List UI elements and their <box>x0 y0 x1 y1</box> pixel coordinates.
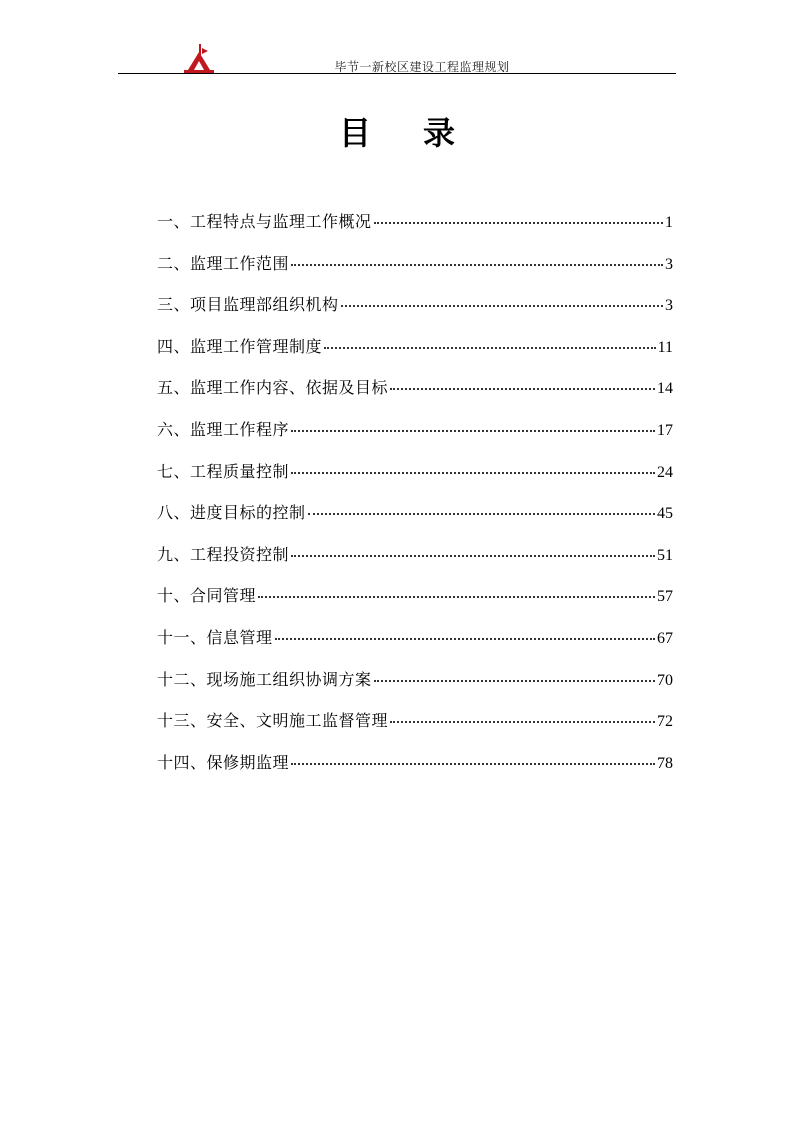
toc-dot-leader <box>291 458 655 474</box>
page-header <box>118 38 676 76</box>
toc-entry-label: 九、工程投资控制 <box>157 544 290 564</box>
toc-dot-leader <box>324 333 656 349</box>
toc-entry-page: 3 <box>665 297 673 315</box>
toc-entry[interactable] <box>157 417 673 459</box>
toc-title: 目录 <box>338 114 507 152</box>
toc-entry-page: 24 <box>657 463 673 481</box>
toc-entry[interactable] <box>157 251 673 293</box>
toc-entry[interactable] <box>157 375 673 417</box>
toc-entry-label: 二、监理工作范围 <box>157 253 290 273</box>
toc-entry-label: 一、工程特点与监理工作概况 <box>157 212 372 231</box>
toc-dot-leader <box>258 582 655 598</box>
toc-entry-label: 三、项目监理部组织机构 <box>157 295 339 315</box>
toc-entry[interactable] <box>157 667 673 709</box>
toc-entry-page: 17 <box>657 421 673 439</box>
toc-entry[interactable] <box>157 459 673 501</box>
toc-entry[interactable] <box>157 625 673 667</box>
table-of-contents <box>157 209 673 791</box>
header-divider <box>118 73 676 74</box>
toc-entry[interactable] <box>157 750 673 792</box>
toc-entry-page: 70 <box>657 671 673 689</box>
toc-entry-label: 四、监理工作管理制度 <box>157 336 323 356</box>
toc-entry[interactable] <box>157 500 673 542</box>
toc-dot-leader <box>275 624 655 640</box>
toc-entry-page: 45 <box>657 505 673 523</box>
toc-entry[interactable] <box>157 542 673 584</box>
toc-dot-leader <box>291 749 655 765</box>
toc-entry[interactable] <box>157 292 673 334</box>
toc-entry-label: 七、工程质量控制 <box>157 461 290 481</box>
toc-entry-label: 十一、信息管理 <box>157 627 273 647</box>
toc-dot-leader <box>390 374 655 390</box>
toc-dot-leader <box>308 499 655 515</box>
toc-entry-label: 六、监理工作程序 <box>157 419 290 439</box>
toc-dot-leader <box>341 291 663 307</box>
toc-dot-leader <box>291 541 655 557</box>
toc-entry-label: 八、进度目标的控制 <box>157 503 306 523</box>
toc-entry-page: 3 <box>665 255 673 273</box>
toc-entry-page: 11 <box>657 338 673 356</box>
toc-entry-page: 72 <box>657 713 673 731</box>
toc-entry-label: 十四、保修期监理 <box>157 752 290 772</box>
toc-dot-leader <box>374 666 655 682</box>
toc-entry-label: 十三、安全、文明施工监督管理 <box>157 711 389 731</box>
toc-entry-page: 78 <box>657 754 673 772</box>
toc-entry-page: 14 <box>657 380 673 398</box>
toc-dot-leader <box>291 250 663 266</box>
toc-dot-leader <box>374 208 663 224</box>
toc-entry-page: 67 <box>657 629 673 647</box>
header-title: 毕节一新校区建设工程监理规划 <box>334 60 510 74</box>
toc-entry-label: 十二、现场施工组织协调方案 <box>157 669 372 689</box>
toc-entry[interactable] <box>157 708 673 750</box>
toc-entry[interactable] <box>157 583 673 625</box>
toc-dot-leader <box>291 416 655 432</box>
toc-entry-label: 五、监理工作内容、依据及目标 <box>157 378 389 398</box>
toc-entry[interactable] <box>157 334 673 376</box>
toc-entry[interactable] <box>157 209 673 251</box>
toc-entry-label: 十、合同管理 <box>157 586 257 606</box>
toc-entry-page: 1 <box>665 214 673 231</box>
toc-dot-leader <box>390 707 655 723</box>
toc-entry-page: 57 <box>657 588 673 606</box>
toc-entry-page: 51 <box>657 546 673 564</box>
